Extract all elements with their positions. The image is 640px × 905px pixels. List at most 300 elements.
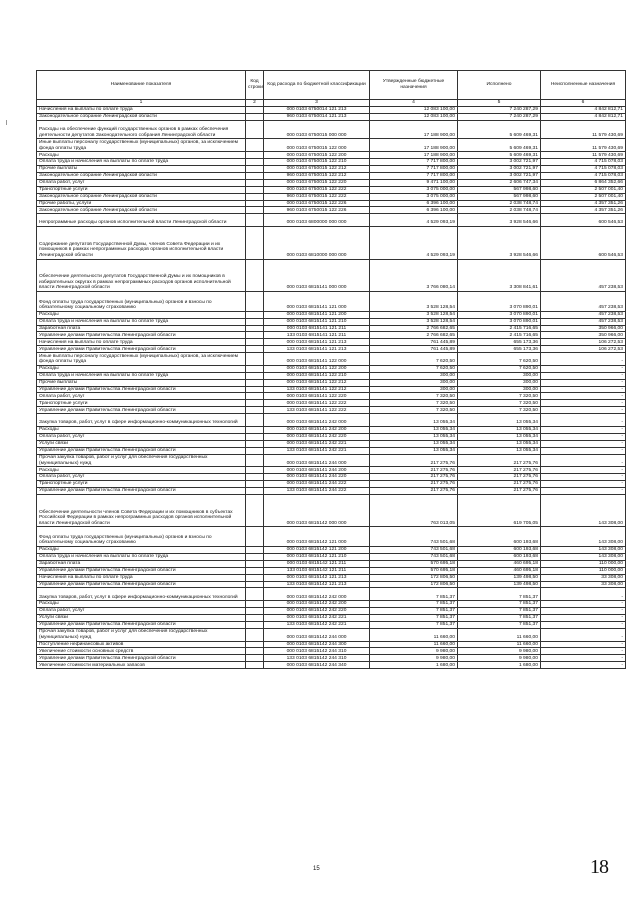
row-expense-code: 000 0103 6815141 122 210	[264, 372, 370, 379]
row-line-code	[246, 662, 264, 669]
row-unexecuted: 11 579 430,69	[541, 152, 626, 159]
row-approved: 13 055,34	[370, 433, 458, 440]
row-approved: 217 275,76	[370, 487, 458, 494]
row-executed: 600 193,68	[458, 527, 541, 547]
row-name: Законодательное собрание Ленинградской области	[37, 193, 246, 200]
row-unexecuted: -	[541, 648, 626, 655]
row-name: Управление делами Правительства Ленинградской области	[37, 567, 246, 574]
row-expense-code: 960 0103 6750015 122 222	[264, 193, 370, 200]
row-unexecuted: 11 579 430,69	[541, 139, 626, 152]
row-approved: 12 083 100,00	[370, 107, 458, 114]
row-executed: 655 173,36	[458, 346, 541, 353]
table-row	[37, 426, 626, 433]
row-approved: 7 320,50	[370, 400, 458, 407]
row-line-code	[246, 346, 264, 353]
row-unexecuted: -	[541, 655, 626, 662]
row-line-code	[246, 259, 264, 292]
row-unexecuted: -	[541, 481, 626, 488]
table-row	[37, 179, 626, 186]
row-unexecuted: -	[541, 393, 626, 400]
row-expense-code: 000 0103 6815141 122 200	[264, 365, 370, 372]
table-row	[37, 567, 626, 574]
row-executed: 3 070 890,01	[458, 318, 541, 325]
row-executed: 7 851,37	[458, 614, 541, 621]
row-executed: 460 695,18	[458, 567, 541, 574]
row-executed: 139 498,50	[458, 574, 541, 581]
row-name: Управление делами Правительства Ленинградской области	[37, 655, 246, 662]
row-line-code	[246, 353, 264, 366]
row-approved: 763 013,05	[370, 494, 458, 527]
row-approved: 7 851,37	[370, 621, 458, 628]
row-line-code	[246, 339, 264, 346]
row-line-code	[246, 547, 264, 554]
row-approved: 217 275,76	[370, 481, 458, 488]
row-executed: 2 415 716,65	[458, 325, 541, 332]
row-unexecuted: 143 308,00	[541, 553, 626, 560]
row-expense-code: 000 0103 6815141 242 220	[264, 433, 370, 440]
row-expense-code: 960 0103 6750014 121 213	[264, 113, 370, 120]
row-expense-code: 133 0103 6815142 242 221	[264, 621, 370, 628]
row-expense-code: 000 0103 6750015 122 222	[264, 186, 370, 193]
row-expense-code: 000 0103 6815141 121 200	[264, 311, 370, 318]
row-approved: 300,00	[370, 379, 458, 386]
table-row	[37, 292, 626, 312]
row-unexecuted: -	[541, 386, 626, 393]
row-line-code	[246, 159, 264, 166]
table-row	[37, 440, 626, 447]
row-line-code	[246, 433, 264, 440]
row-name: Начисления на выплаты по оплате труда	[37, 107, 246, 114]
table-row	[37, 214, 626, 227]
row-executed: 5 609 469,31	[458, 120, 541, 139]
row-approved: 17 188 900,00	[370, 139, 458, 152]
row-name: Расходы	[37, 365, 246, 372]
header-approved: Утвержденные бюджетные назначения	[370, 71, 458, 100]
scan-edge-mark	[6, 120, 7, 125]
row-executed: 3 308 841,61	[458, 259, 541, 292]
row-executed: 7 620,50	[458, 353, 541, 366]
row-executed: 600 193,68	[458, 553, 541, 560]
budget-table	[36, 70, 626, 669]
row-line-code	[246, 614, 264, 621]
row-line-code	[246, 107, 264, 114]
table-row	[37, 467, 626, 474]
row-unexecuted: -	[541, 614, 626, 621]
table-row	[37, 527, 626, 547]
table-header-row	[37, 71, 626, 100]
row-expense-code: 000 0103 6815141 242 200	[264, 426, 370, 433]
row-name: Фонд оплаты труда государственных (муниципальных) органов и взносы по обязательному социальному страхованию	[37, 527, 246, 547]
row-line-code	[246, 628, 264, 641]
row-line-code	[246, 414, 264, 427]
row-line-code	[246, 560, 264, 567]
row-executed: 300,00	[458, 386, 541, 393]
row-approved: 743 501,68	[370, 547, 458, 554]
row-approved: 3 528 128,54	[370, 292, 458, 312]
row-line-code	[246, 400, 264, 407]
row-executed: 3 002 721,97	[458, 166, 541, 173]
row-approved: 17 188 900,00	[370, 120, 458, 139]
row-executed: 619 705,05	[458, 494, 541, 527]
row-approved: 761 445,89	[370, 339, 458, 346]
table-row	[37, 628, 626, 641]
row-expense-code: 000 0103 6815141 242 000	[264, 414, 370, 427]
table-row	[37, 107, 626, 114]
row-name: Непрограммные расходы органов исполнительной власти Ленинградской области	[37, 214, 246, 227]
row-expense-code: 133 0103 6815142 121 211	[264, 567, 370, 574]
row-name: Начисления на выплаты по оплате труда	[37, 574, 246, 581]
row-line-code	[246, 166, 264, 173]
row-expense-code: 133 0103 6815142 121 213	[264, 581, 370, 588]
row-line-code	[246, 588, 264, 601]
row-name: Транспортные услуги	[37, 481, 246, 488]
row-expense-code: 000 0103 6815141 121 213	[264, 339, 370, 346]
row-line-code	[246, 139, 264, 152]
row-approved: 761 445,89	[370, 346, 458, 353]
row-expense-code: 960 0103 6750015 122 212	[264, 172, 370, 179]
row-name: Законодательное собрание Ленинградской области	[37, 113, 246, 120]
row-approved: 4 529 093,19	[370, 214, 458, 227]
row-executed: 217 275,76	[458, 467, 541, 474]
row-expense-code: 000 0103 6750015 122 210	[264, 159, 370, 166]
row-unexecuted: -	[541, 641, 626, 648]
row-name: Оплата работ, услуг	[37, 474, 246, 481]
row-approved: 7 620,50	[370, 353, 458, 366]
row-unexecuted: 2 507 001,40	[541, 186, 626, 193]
row-name: Оплата труда и начисления на выплаты по оплате труда	[37, 318, 246, 325]
row-line-code	[246, 527, 264, 547]
row-executed: 13 055,34	[458, 414, 541, 427]
row-line-code	[246, 467, 264, 474]
row-approved: 172 806,50	[370, 581, 458, 588]
row-unexecuted: -	[541, 454, 626, 467]
row-name: Прочая закупка товаров, работ и услуг для обеспечения государственных (муниципальных) нужд	[37, 628, 246, 641]
row-line-code	[246, 365, 264, 372]
row-executed: 3 070 890,01	[458, 292, 541, 312]
row-executed: 9 980,00	[458, 648, 541, 655]
row-approved: 7 717 800,00	[370, 166, 458, 173]
row-expense-code: 000 0103 6815142 244 310	[264, 648, 370, 655]
row-name: Фонд оплаты труда государственных (муниципальных) органов и взносы по обязательному социальному страхованию	[37, 292, 246, 312]
row-approved: 6 396 100,00	[370, 200, 458, 207]
row-name: Управление делами Правительства Ленинградской области	[37, 447, 246, 454]
row-unexecuted: 106 272,53	[541, 339, 626, 346]
table-row	[37, 433, 626, 440]
table-row	[37, 365, 626, 372]
table-row	[37, 372, 626, 379]
table-body	[37, 107, 626, 669]
row-name: Расходы	[37, 467, 246, 474]
row-expense-code: 000 0103 6815142 121 213	[264, 574, 370, 581]
row-executed: 9 980,00	[458, 655, 541, 662]
row-line-code	[246, 193, 264, 200]
row-expense-code: 000 0103 6815142 121 211	[264, 560, 370, 567]
row-unexecuted: 4 842 812,71	[541, 107, 626, 114]
row-line-code	[246, 621, 264, 628]
row-approved: 3 075 000,00	[370, 193, 458, 200]
row-expense-code: 000 0103 6815141 122 220	[264, 393, 370, 400]
row-unexecuted: -	[541, 407, 626, 414]
row-unexecuted: 143 308,00	[541, 547, 626, 554]
table-row	[37, 379, 626, 386]
row-line-code	[246, 113, 264, 120]
table-row	[37, 325, 626, 332]
row-expense-code: 960 0103 6750015 122 226	[264, 207, 370, 214]
row-name: Оплата работ, услуг	[37, 433, 246, 440]
row-executed: 3 002 721,97	[458, 172, 541, 179]
column-number: 1	[37, 100, 246, 107]
row-approved: 7 620,50	[370, 365, 458, 372]
row-expense-code: 000 0103 6815141 121 211	[264, 325, 370, 332]
row-name: Заработная плата	[37, 325, 246, 332]
row-unexecuted: 4 715 078,03	[541, 159, 626, 166]
row-unexecuted: 2 507 001,40	[541, 193, 626, 200]
table-row	[37, 139, 626, 152]
row-executed: 2 415 716,65	[458, 332, 541, 339]
table-row	[37, 259, 626, 292]
row-line-code	[246, 393, 264, 400]
row-unexecuted: 33 308,00	[541, 574, 626, 581]
table-row	[37, 207, 626, 214]
row-line-code	[246, 372, 264, 379]
row-expense-code: 000 0103 6750014 121 213	[264, 107, 370, 114]
table-row	[37, 186, 626, 193]
row-approved: 7 320,50	[370, 393, 458, 400]
table-row	[37, 393, 626, 400]
row-unexecuted: -	[541, 487, 626, 494]
row-executed: 13 055,34	[458, 447, 541, 454]
row-line-code	[246, 641, 264, 648]
header-line-code: Код строки	[246, 71, 264, 100]
row-approved: 9 980,00	[370, 655, 458, 662]
row-line-code	[246, 227, 264, 260]
row-approved: 3 075 000,00	[370, 186, 458, 193]
row-unexecuted: 4 357 351,26	[541, 207, 626, 214]
table-row	[37, 547, 626, 554]
table-row	[37, 311, 626, 318]
row-name: Управление делами Правительства Ленинградской области	[37, 487, 246, 494]
row-executed: 13 055,34	[458, 440, 541, 447]
row-unexecuted: 143 308,00	[541, 527, 626, 547]
row-unexecuted: -	[541, 379, 626, 386]
row-approved: 217 275,76	[370, 474, 458, 481]
row-name: Обеспечение деятельности депутатов Государственной Думы и их помощников в избирательных округах в рамках непрограммных расходов органов исполнительной власти Ленинградской области	[37, 259, 246, 292]
row-expense-code: 000 0103 6815141 122 212	[264, 379, 370, 386]
row-executed: 3 002 721,97	[458, 159, 541, 166]
row-executed: 7 240 287,29	[458, 107, 541, 114]
row-line-code	[246, 214, 264, 227]
column-number-row	[37, 100, 626, 107]
table-row	[37, 494, 626, 527]
table-row	[37, 200, 626, 207]
row-line-code	[246, 608, 264, 615]
row-expense-code: 000 0103 6750015 122 220	[264, 179, 370, 186]
row-approved: 570 695,18	[370, 567, 458, 574]
row-name: Управление делами Правительства Ленинградской области	[37, 581, 246, 588]
row-name: Закупка товаров, работ, услуг в сфере информационно-коммуникационных технологий	[37, 414, 246, 427]
table-row	[37, 487, 626, 494]
row-line-code	[246, 426, 264, 433]
table-row	[37, 353, 626, 366]
row-expense-code: 000 0103 6815142 121 210	[264, 553, 370, 560]
row-expense-code: 000 0103 6750015 122 212	[264, 166, 370, 173]
row-executed: 3 928 546,66	[458, 227, 541, 260]
table-row	[37, 332, 626, 339]
row-name: Прочие работы, услуги	[37, 200, 246, 207]
row-unexecuted: -	[541, 662, 626, 669]
row-name: Оплата труда и начисления на выплаты по оплате труда	[37, 553, 246, 560]
row-line-code	[246, 553, 264, 560]
row-unexecuted: 350 966,00	[541, 332, 626, 339]
row-approved: 7 320,50	[370, 407, 458, 414]
table-row	[37, 172, 626, 179]
row-approved: 13 055,34	[370, 414, 458, 427]
row-name: Расходы	[37, 601, 246, 608]
row-expense-code: 000 0103 6815141 244 000	[264, 454, 370, 467]
row-line-code	[246, 379, 264, 386]
row-approved: 11 660,00	[370, 641, 458, 648]
row-approved: 6 396 100,00	[370, 207, 458, 214]
table-row	[37, 407, 626, 414]
row-line-code	[246, 292, 264, 312]
row-name: Поступление нефинансовых активов	[37, 641, 246, 648]
row-approved: 3 528 128,54	[370, 311, 458, 318]
row-line-code	[246, 179, 264, 186]
row-name: Транспортные услуги	[37, 400, 246, 407]
row-expense-code: 000 0103 6750015 122 226	[264, 200, 370, 207]
row-executed: 5 609 469,31	[458, 139, 541, 152]
row-name: Оплата работ, услуг	[37, 608, 246, 615]
row-approved: 13 055,34	[370, 426, 458, 433]
table-row	[37, 481, 626, 488]
row-expense-code: 000 0103 6750015 000 000	[264, 120, 370, 139]
header-expense-code: Код расхода по бюджетной классификации	[264, 71, 370, 100]
row-approved: 13 055,34	[370, 447, 458, 454]
row-line-code	[246, 574, 264, 581]
row-name: Закупка товаров, работ, услуг в сфере информационно-коммуникационных технологий	[37, 588, 246, 601]
row-unexecuted: -	[541, 588, 626, 601]
row-line-code	[246, 447, 264, 454]
row-expense-code: 000 0103 6810000 000 000	[264, 227, 370, 260]
row-unexecuted: 106 272,53	[541, 346, 626, 353]
row-approved: 4 529 093,19	[370, 227, 458, 260]
row-executed: 5 609 469,31	[458, 152, 541, 159]
row-expense-code: 000 0103 6815141 121 000	[264, 292, 370, 312]
row-expense-code: 000 0103 6815142 242 221	[264, 614, 370, 621]
table-row	[37, 641, 626, 648]
row-approved: 2 766 682,65	[370, 325, 458, 332]
row-approved: 300,00	[370, 372, 458, 379]
row-executed: 600 193,68	[458, 547, 541, 554]
row-expense-code: 133 0103 6815141 122 222	[264, 407, 370, 414]
row-unexecuted: 4 715 078,03	[541, 166, 626, 173]
row-name: Заработная плата	[37, 560, 246, 567]
row-expense-code: 000 0103 6815142 242 000	[264, 588, 370, 601]
row-unexecuted: -	[541, 400, 626, 407]
row-name: Расходы на обеспечение функций государственных органов в рамках обеспечения деятельности депутатов Законодательного собрания Ленинградской области	[37, 120, 246, 139]
table-row	[37, 346, 626, 353]
table-row	[37, 120, 626, 139]
row-unexecuted: 110 000,00	[541, 567, 626, 574]
row-executed: 2 038 748,74	[458, 207, 541, 214]
row-name: Управление делами Правительства Ленинградской области	[37, 621, 246, 628]
row-unexecuted: 4 357 351,26	[541, 200, 626, 207]
row-line-code	[246, 386, 264, 393]
row-expense-code: 000 0103 6815141 244 222	[264, 481, 370, 488]
row-executed: 3 070 890,01	[458, 311, 541, 318]
row-unexecuted: -	[541, 414, 626, 427]
row-unexecuted: -	[541, 365, 626, 372]
row-approved: 3 528 128,54	[370, 318, 458, 325]
table-row	[37, 601, 626, 608]
row-unexecuted: -	[541, 433, 626, 440]
row-approved: 217 275,76	[370, 454, 458, 467]
row-line-code	[246, 481, 264, 488]
row-unexecuted: 600 546,53	[541, 214, 626, 227]
row-executed: 11 660,00	[458, 641, 541, 648]
row-approved: 2 766 682,65	[370, 332, 458, 339]
row-approved: 172 806,50	[370, 574, 458, 581]
row-expense-code: 000 0103 6815141 121 210	[264, 318, 370, 325]
row-executed: 7 320,50	[458, 407, 541, 414]
table-row	[37, 113, 626, 120]
row-unexecuted: -	[541, 467, 626, 474]
row-approved: 17 188 900,00	[370, 152, 458, 159]
row-expense-code: 000 0103 6815142 242 200	[264, 601, 370, 608]
row-unexecuted: 4 842 812,71	[541, 113, 626, 120]
row-unexecuted: 457 238,53	[541, 318, 626, 325]
row-expense-code: 000 0103 6815141 122 000	[264, 353, 370, 366]
table-row	[37, 159, 626, 166]
header-name: Наименование показателя	[37, 71, 246, 100]
row-unexecuted: -	[541, 621, 626, 628]
row-unexecuted: -	[541, 601, 626, 608]
row-name: Управление делами Правительства Ленинградской области	[37, 386, 246, 393]
row-unexecuted: -	[541, 426, 626, 433]
row-expense-code: 000 0103 6815142 121 200	[264, 547, 370, 554]
row-name: Прочая закупка товаров, работ и услуг для обеспечения государственных (муниципальных) нужд	[37, 454, 246, 467]
row-unexecuted: 143 308,00	[541, 494, 626, 527]
row-executed: 7 851,37	[458, 601, 541, 608]
row-line-code	[246, 332, 264, 339]
row-executed: 300,00	[458, 379, 541, 386]
column-number: 3	[264, 100, 370, 107]
table-row	[37, 608, 626, 615]
row-executed: 11 660,00	[458, 628, 541, 641]
row-expense-code: 133 0103 6815141 121 211	[264, 332, 370, 339]
row-expense-code: 133 0103 6815141 244 222	[264, 487, 370, 494]
table-row	[37, 655, 626, 662]
row-unexecuted: 11 579 430,69	[541, 120, 626, 139]
row-executed: 7 851,37	[458, 588, 541, 601]
row-name: Содержание депутатов Государственной Думы, членов Совета Федерации и их помощников в рамках непрограммных расходов органов исполнительной власти Ленинградской области	[37, 227, 246, 260]
row-name: Начисления на выплаты по оплате труда	[37, 339, 246, 346]
row-approved: 1 680,00	[370, 662, 458, 669]
row-name: Увеличение стоимости основных средств	[37, 648, 246, 655]
row-unexecuted: 350 966,00	[541, 325, 626, 332]
page-number: 15	[313, 866, 320, 872]
row-executed: 7 320,50	[458, 400, 541, 407]
row-expense-code: 000 0103 6815141 244 200	[264, 467, 370, 474]
table-row	[37, 553, 626, 560]
column-number: 2	[246, 100, 264, 107]
row-unexecuted: 4 715 078,03	[541, 172, 626, 179]
row-expense-code: 000 0103 6800000 000 000	[264, 214, 370, 227]
row-unexecuted: -	[541, 447, 626, 454]
row-expense-code: 000 0103 6815142 244 340	[264, 662, 370, 669]
row-line-code	[246, 311, 264, 318]
row-approved: 217 275,76	[370, 467, 458, 474]
